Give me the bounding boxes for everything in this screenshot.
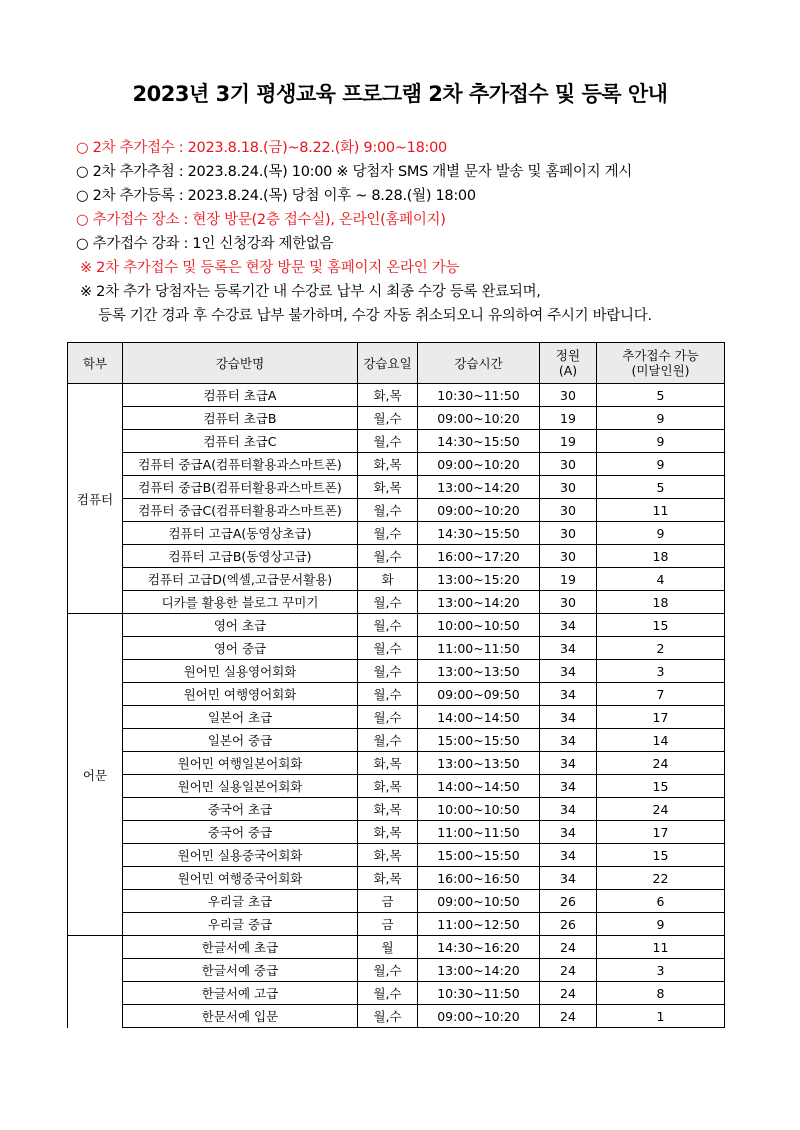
table-row (68, 660, 725, 683)
available-cell: 7 (597, 683, 725, 706)
days-cell: 화,목 (358, 821, 418, 844)
table-row (68, 959, 725, 982)
time-cell: 09:00~10:20 (418, 453, 540, 476)
table-row (68, 568, 725, 591)
capacity-cell: 34 (540, 798, 597, 821)
capacity-cell: 30 (540, 453, 597, 476)
table-row (68, 637, 725, 660)
table-row (68, 591, 725, 614)
table-row (68, 890, 725, 913)
available-cell: 8 (597, 982, 725, 1005)
header-available-line1: 추가접수 가능 (622, 348, 699, 363)
notice-line: ○ 2차 추가추첨 : 2023.8.24.(목) 10:00 ※ 당첨자 SMS 개별 문자 발송 및 홈페이지 게시 (76, 164, 633, 180)
days-cell: 화,목 (358, 867, 418, 890)
capacity-cell: 34 (540, 867, 597, 890)
table-row (68, 384, 725, 407)
available-cell: 3 (597, 959, 725, 982)
course-cell: 영어 초급 (123, 614, 358, 637)
notice-line: 등록 기간 경과 후 수강료 납부 불가하며, 수강 자동 취소되오니 유의하여 주시기 바랍니다. (98, 308, 652, 324)
course-cell: 원어민 여행중국어회화 (123, 867, 358, 890)
dept-cell: 컴퓨터 (68, 384, 123, 614)
available-cell: 24 (597, 752, 725, 775)
course-cell: 중국어 중급 (123, 821, 358, 844)
course-cell: 디카를 활용한 블로그 꾸미기 (123, 591, 358, 614)
time-cell: 13:00~13:50 (418, 752, 540, 775)
available-cell: 18 (597, 545, 725, 568)
table-row (68, 706, 725, 729)
available-cell: 15 (597, 775, 725, 798)
course-cell: 한글서예 중급 (123, 959, 358, 982)
time-cell: 13:00~15:20 (418, 568, 540, 591)
days-cell: 월,수 (358, 522, 418, 545)
capacity-cell: 26 (540, 890, 597, 913)
days-cell: 금 (358, 890, 418, 913)
table-row (68, 798, 725, 821)
available-cell: 9 (597, 407, 725, 430)
course-cell: 우리글 초급 (123, 890, 358, 913)
available-cell: 1 (597, 1005, 725, 1028)
time-cell: 16:00~17:20 (418, 545, 540, 568)
table-row (68, 407, 725, 430)
time-cell: 13:00~14:20 (418, 591, 540, 614)
table-row (68, 775, 725, 798)
table-row (68, 982, 725, 1005)
table-row (68, 499, 725, 522)
course-cell: 컴퓨터 초급A (123, 384, 358, 407)
course-cell: 한글서예 고급 (123, 982, 358, 1005)
available-cell: 14 (597, 729, 725, 752)
time-cell: 15:00~15:50 (418, 844, 540, 867)
days-cell: 월,수 (358, 430, 418, 453)
capacity-cell: 34 (540, 775, 597, 798)
course-cell: 컴퓨터 고급D(엑셀,고급문서활용) (123, 568, 358, 591)
time-cell: 14:00~14:50 (418, 775, 540, 798)
capacity-cell: 34 (540, 844, 597, 867)
course-table (67, 342, 725, 1028)
available-cell: 17 (597, 706, 725, 729)
course-cell: 원어민 실용일본어회화 (123, 775, 358, 798)
time-cell: 14:00~14:50 (418, 706, 540, 729)
header-course: 강습반명 (123, 343, 358, 384)
capacity-cell: 24 (540, 959, 597, 982)
header-days: 강습요일 (358, 343, 418, 384)
capacity-cell: 34 (540, 706, 597, 729)
course-cell: 영어 중급 (123, 637, 358, 660)
capacity-cell: 34 (540, 752, 597, 775)
capacity-cell: 24 (540, 982, 597, 1005)
time-cell: 09:00~10:50 (418, 890, 540, 913)
capacity-cell: 34 (540, 614, 597, 637)
header-time: 강습시간 (418, 343, 540, 384)
course-cell: 한문서예 입문 (123, 1005, 358, 1028)
table-row (68, 821, 725, 844)
time-cell: 11:00~11:50 (418, 637, 540, 660)
days-cell: 월,수 (358, 637, 418, 660)
capacity-cell: 30 (540, 591, 597, 614)
course-cell: 컴퓨터 중급A(컴퓨터활용과스마트폰) (123, 453, 358, 476)
course-cell: 컴퓨터 초급C (123, 430, 358, 453)
days-cell: 화,목 (358, 752, 418, 775)
table-row (68, 522, 725, 545)
days-cell: 화,목 (358, 775, 418, 798)
available-cell: 18 (597, 591, 725, 614)
capacity-cell: 24 (540, 1005, 597, 1028)
available-cell: 15 (597, 614, 725, 637)
available-cell: 2 (597, 637, 725, 660)
time-cell: 11:00~12:50 (418, 913, 540, 936)
available-cell: 22 (597, 867, 725, 890)
page-title: 2023년 3기 평생교육 프로그램 2차 추가접수 및 등록 안내 (132, 82, 668, 106)
time-cell: 09:00~10:20 (418, 499, 540, 522)
time-cell: 11:00~11:50 (418, 821, 540, 844)
available-cell: 5 (597, 476, 725, 499)
table-row (68, 752, 725, 775)
capacity-cell: 30 (540, 384, 597, 407)
days-cell: 월,수 (358, 545, 418, 568)
table-row (68, 683, 725, 706)
days-cell: 월,수 (358, 1005, 418, 1028)
available-cell: 9 (597, 522, 725, 545)
course-cell: 우리글 중급 (123, 913, 358, 936)
table-row (68, 545, 725, 568)
header-capacity-line1: 정원 (555, 348, 581, 363)
time-cell: 09:00~10:20 (418, 1005, 540, 1028)
time-cell: 09:00~10:20 (418, 407, 540, 430)
table-row (68, 729, 725, 752)
course-cell: 원어민 여행영어회화 (123, 683, 358, 706)
course-cell: 컴퓨터 고급A(동영상초급) (123, 522, 358, 545)
table-row (68, 453, 725, 476)
table-row (68, 430, 725, 453)
available-cell: 15 (597, 844, 725, 867)
days-cell: 화,목 (358, 384, 418, 407)
days-cell: 월,수 (358, 660, 418, 683)
table-row (68, 867, 725, 890)
course-cell: 컴퓨터 중급B(컴퓨터활용과스마트폰) (123, 476, 358, 499)
dept-cell (68, 936, 123, 1028)
time-cell: 14:30~16:20 (418, 936, 540, 959)
capacity-cell: 34 (540, 729, 597, 752)
header-capacity (540, 343, 597, 384)
capacity-cell: 34 (540, 683, 597, 706)
notice-line: ○ 2차 추가접수 : 2023.8.18.(금)~8.22.(화) 9:00~18:00 (76, 140, 447, 156)
time-cell: 15:00~15:50 (418, 729, 540, 752)
table-header-row (68, 343, 725, 384)
course-cell: 중국어 초급 (123, 798, 358, 821)
available-cell: 11 (597, 499, 725, 522)
table-row (68, 913, 725, 936)
available-cell: 24 (597, 798, 725, 821)
time-cell: 10:30~11:50 (418, 384, 540, 407)
days-cell: 화 (358, 568, 418, 591)
course-cell: 원어민 실용중국어회화 (123, 844, 358, 867)
time-cell: 13:00~13:50 (418, 660, 540, 683)
time-cell: 09:00~09:50 (418, 683, 540, 706)
time-cell: 14:30~15:50 (418, 430, 540, 453)
available-cell: 4 (597, 568, 725, 591)
available-cell: 9 (597, 430, 725, 453)
capacity-cell: 19 (540, 568, 597, 591)
notice-list (76, 136, 776, 328)
capacity-cell: 34 (540, 637, 597, 660)
capacity-cell: 34 (540, 821, 597, 844)
course-cell: 원어민 여행일본어회화 (123, 752, 358, 775)
notice-line: ○ 추가접수 강좌 : 1인 신청강좌 제한없음 (76, 236, 334, 252)
notice-line: ※ 2차 추가 당첨자는 등록기간 내 수강료 납부 시 최종 수강 등록 완료되며, (80, 284, 541, 300)
days-cell: 월,수 (358, 683, 418, 706)
days-cell: 화,목 (358, 798, 418, 821)
days-cell: 화,목 (358, 844, 418, 867)
dept-cell: 어문 (68, 614, 123, 936)
notice-line: ※ 2차 추가접수 및 등록은 현장 방문 및 홈페이지 온라인 가능 (80, 260, 460, 276)
capacity-cell: 30 (540, 476, 597, 499)
course-cell: 원어민 실용영어회화 (123, 660, 358, 683)
time-cell: 14:30~15:50 (418, 522, 540, 545)
days-cell: 월,수 (358, 407, 418, 430)
header-capacity-line2: (A) (558, 363, 578, 378)
table-row (68, 844, 725, 867)
time-cell: 10:00~10:50 (418, 614, 540, 637)
capacity-cell: 19 (540, 407, 597, 430)
header-available-line2: (미달인원) (631, 363, 690, 378)
header-dept: 학부 (68, 343, 123, 384)
course-cell: 컴퓨터 중급C(컴퓨터활용과스마트폰) (123, 499, 358, 522)
table-row (68, 476, 725, 499)
time-cell: 16:00~16:50 (418, 867, 540, 890)
notice-line: ○ 2차 추가등록 : 2023.8.24.(목) 당첨 이후 ~ 8.28.(월) 18:00 (76, 188, 476, 204)
capacity-cell: 30 (540, 499, 597, 522)
days-cell: 월,수 (358, 499, 418, 522)
course-cell: 일본어 중급 (123, 729, 358, 752)
time-cell: 10:30~11:50 (418, 982, 540, 1005)
table-row (68, 936, 725, 959)
days-cell: 월,수 (358, 982, 418, 1005)
days-cell: 화,목 (358, 476, 418, 499)
capacity-cell: 26 (540, 913, 597, 936)
available-cell: 5 (597, 384, 725, 407)
days-cell: 월 (358, 936, 418, 959)
capacity-cell: 30 (540, 545, 597, 568)
days-cell: 월,수 (358, 959, 418, 982)
available-cell: 9 (597, 453, 725, 476)
time-cell: 13:00~14:20 (418, 959, 540, 982)
course-table-body (68, 384, 725, 1028)
capacity-cell: 19 (540, 430, 597, 453)
notice-line: ○ 추가접수 장소 : 현장 방문(2층 접수실), 온라인(홈페이지) (76, 212, 446, 228)
time-cell: 13:00~14:20 (418, 476, 540, 499)
days-cell: 월,수 (358, 729, 418, 752)
days-cell: 월,수 (358, 614, 418, 637)
table-row (68, 614, 725, 637)
available-cell: 11 (597, 936, 725, 959)
available-cell: 9 (597, 913, 725, 936)
table-row (68, 1005, 725, 1028)
header-available (597, 343, 725, 384)
days-cell: 월,수 (358, 706, 418, 729)
capacity-cell: 30 (540, 522, 597, 545)
course-cell: 한글서예 초급 (123, 936, 358, 959)
course-cell: 컴퓨터 고급B(동영상고급) (123, 545, 358, 568)
available-cell: 17 (597, 821, 725, 844)
days-cell: 월,수 (358, 591, 418, 614)
course-cell: 컴퓨터 초급B (123, 407, 358, 430)
days-cell: 금 (358, 913, 418, 936)
days-cell: 화,목 (358, 453, 418, 476)
available-cell: 6 (597, 890, 725, 913)
course-cell: 일본어 초급 (123, 706, 358, 729)
available-cell: 3 (597, 660, 725, 683)
capacity-cell: 34 (540, 660, 597, 683)
time-cell: 10:00~10:50 (418, 798, 540, 821)
capacity-cell: 24 (540, 936, 597, 959)
